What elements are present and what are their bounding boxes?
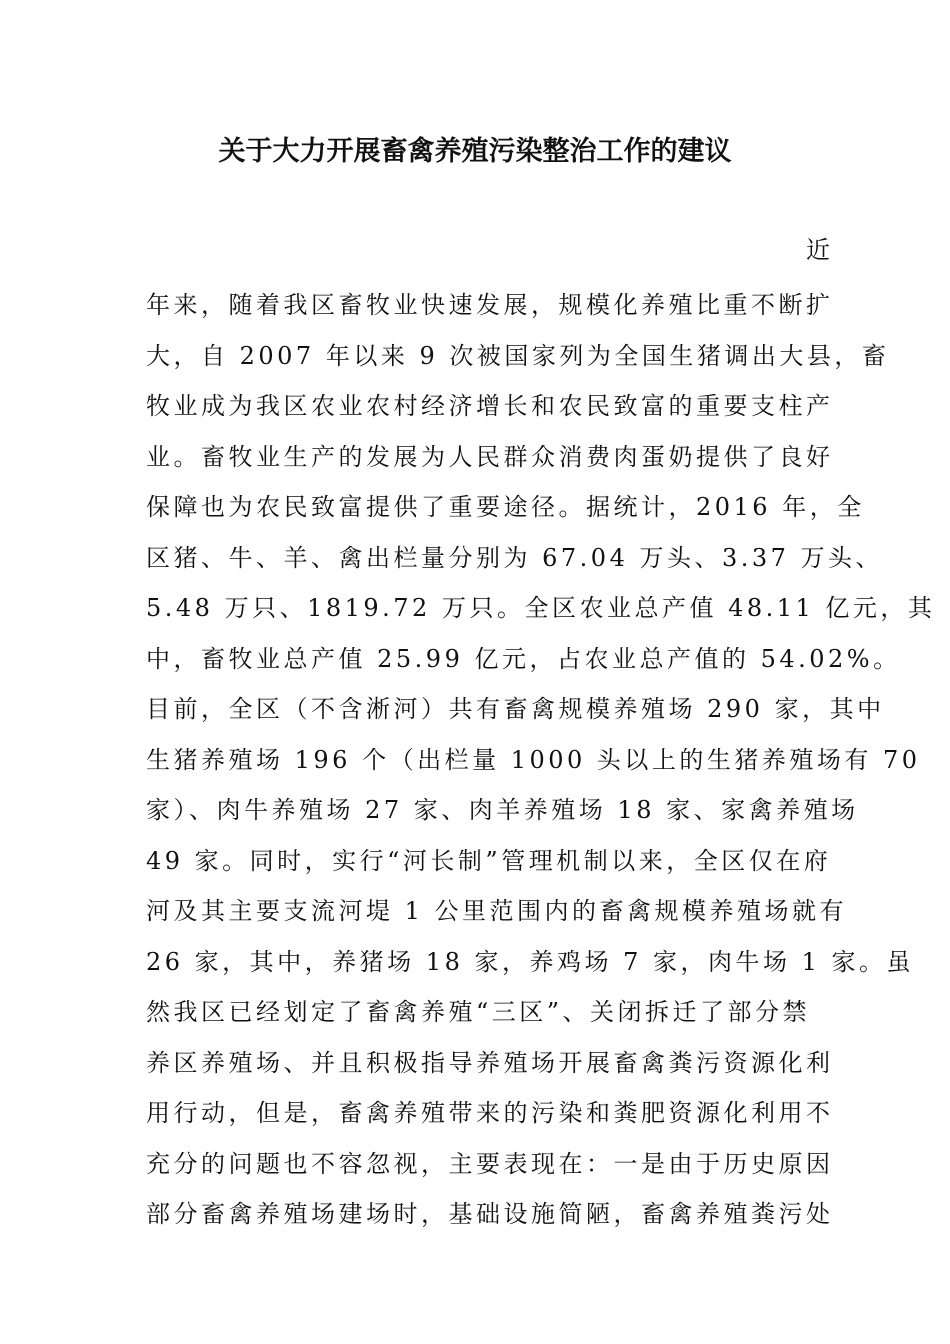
body-line: 部分畜禽养殖场建场时，基础设施简陋，畜禽养殖粪污处 [146, 1200, 834, 1228]
body-line: 养区养殖场、并且积极指导养殖场开展畜禽粪污资源化利 [146, 1048, 834, 1077]
document-body [146, 280, 936, 1240]
body-line: 家）、肉牛养殖场 27 家、肉羊养殖场 18 家、家禽养殖场 [146, 796, 859, 824]
body-line: 用行动，但是，畜禽养殖带来的污染和粪肥资源化利用不 [146, 1099, 834, 1127]
body-line: 目前，全区（不含淅河）共有畜禽规模养殖场 290 家，其中 [146, 695, 885, 723]
paragraph-first-character: 近 [806, 236, 834, 264]
body-line: 充分的问题也不容忽视，主要表现在：一是由于历史原因 [146, 1149, 834, 1178]
body-line: 区猪、牛、羊、禽出栏量分别为 67.04 万头、3.37 万头、 [146, 543, 884, 572]
body-line: 业。畜牧业生产的发展为人民群众消费肉蛋奶提供了良好 [146, 442, 834, 471]
body-line: 年来，随着我区畜牧业快速发展，规模化养殖比重不断扩 [146, 291, 834, 319]
body-line: 5.48 万只、1819.72 万只。全区农业总产值 48.11 亿元，其 [146, 594, 936, 622]
body-line: 大，自 2007 年以来 9 次被国家列为全国生猪调出大县，畜 [146, 341, 890, 370]
body-line: 然我区已经划定了畜禽养殖“三区”、关闭拆迁了部分禁 [146, 998, 811, 1026]
body-line: 26 家，其中，养猪场 18 家，养鸡场 7 家，肉牛场 1 家。虽 [146, 947, 915, 976]
body-line: 牧业成为我区农业农村经济增长和农民致富的重要支柱产 [146, 392, 834, 420]
body-line: 保障也为农民致富提供了重要途径。据统计，2016 年，全 [146, 493, 865, 521]
body-line: 中，畜牧业总产值 25.99 亿元，占农业总产值的 54.02%。 [146, 644, 901, 673]
body-line: 生猪养殖场 196 个（出栏量 1000 头以上的生猪养殖场有 70 [146, 745, 921, 774]
body-line: 49 家。同时，实行“河长制”管理机制以来，全区仅在府 [146, 846, 832, 875]
body-line: 河及其主要支流河堤 1 公里范围内的畜禽规模养殖场就有 [146, 897, 848, 925]
document-title: 关于大力开展畜禽养殖污染整治工作的建议 [218, 136, 732, 167]
